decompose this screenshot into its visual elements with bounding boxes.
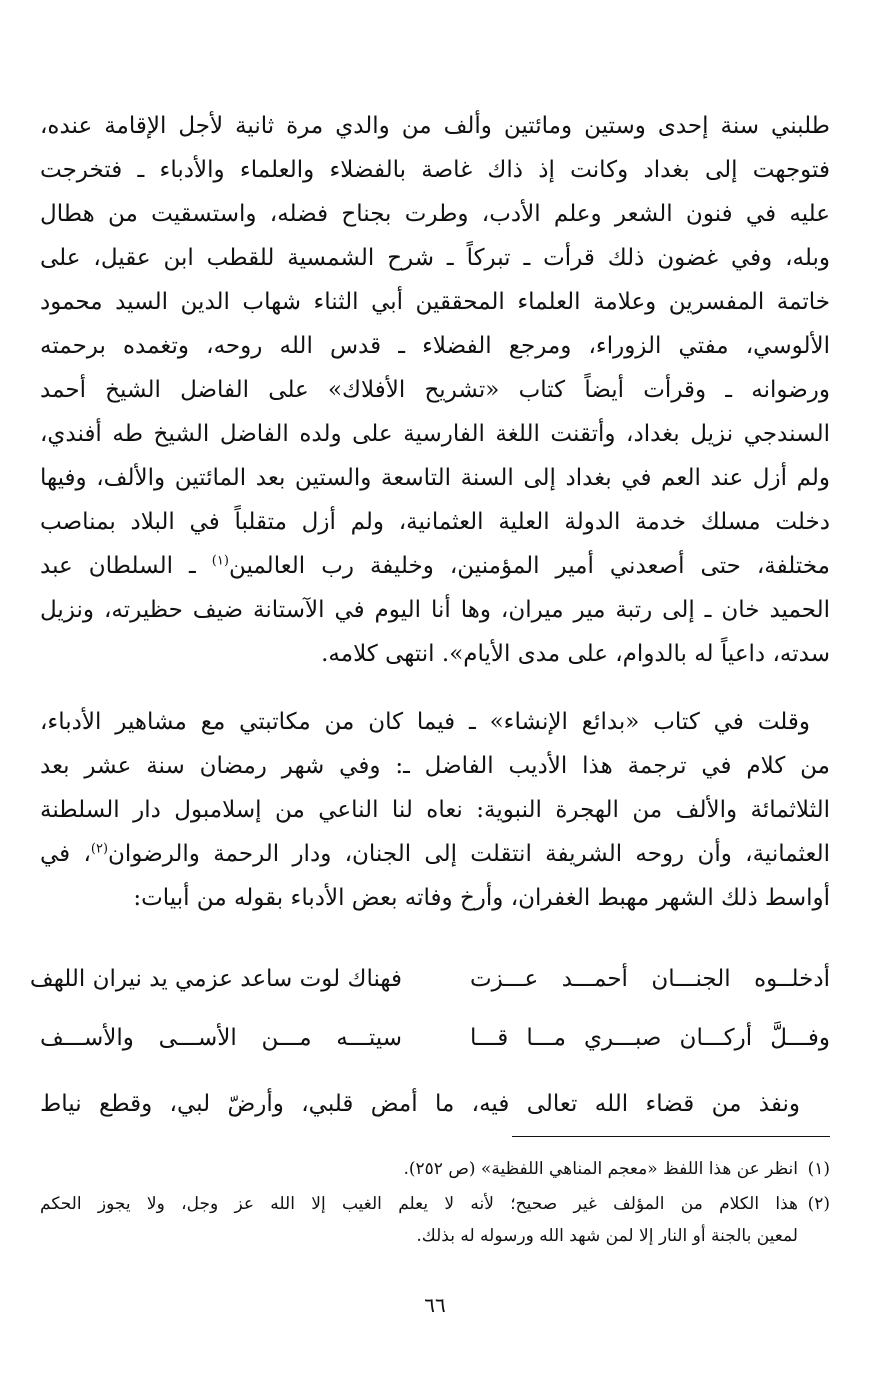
page-number: ٦٦ <box>424 1293 446 1317</box>
verse-second-hemistich: فهناك لوت ساعد عزمي يد نيران اللهف <box>29 966 402 992</box>
text-line: سدته، داعياً له بالدوام، على مدى الأيام». انتهى كلامه. <box>321 641 830 667</box>
text-line: خاتمة المفسرين وعلامة العلماء المحققين أبي الثناء شهاب الدين السيد محمود <box>40 289 830 315</box>
verse <box>40 1016 830 1060</box>
text-line: الثلاثمائة والألف من الهجرة النبوية: نعاه لنا الناعي من إسلامبول دار السلطنة <box>40 797 830 823</box>
verse <box>29 957 830 1001</box>
text-line: وقلت في كتاب «بدائع الإنشاء» ـ فيما كان من مكاتبتي مع مشاهير الأدباء، <box>40 709 810 735</box>
footnote-1 <box>40 1154 830 1184</box>
text-line: وبله، وفي غضون ذلك قرأت ـ تبركاً ـ شرح الشمسية للقطب ابن عقيل، على <box>40 245 830 271</box>
text-line: طلبني سنة إحدى وستين ومائتين وألف من والدي مرة ثانية لأجل الإقامة عنده، <box>40 113 830 139</box>
text-line: فتوجهت إلى بغداد وكانت إذ ذاك غاصة بالفضلاء والعلماء والأدباء ـ فتخرجت <box>40 157 830 183</box>
verse-second-hemistich: سيتـــه مـــن الأســـى والأســـف <box>40 1025 402 1051</box>
footnote-2 <box>40 1189 830 1219</box>
footnote-text: هذا الكلام من المؤلف غير صحيح؛ لأنه لا يعلم الغيب إلا الله عز وجل، ولا يجوز الحكم <box>40 1194 798 1214</box>
verse-first-hemistich: وفـــلَّ أركـــان صبـــري مـــا قـــا <box>470 1025 830 1051</box>
text-segment: ـ السلطان عبد <box>40 553 212 579</box>
book-page <box>29 0 830 1384</box>
text-line: الحميد خان ـ إلى رتبة مير ميران، وها أنا اليوم في الآستانة ضيف حظيرته، ونزيل <box>40 597 830 623</box>
footnote-text: انظر عن هذا اللفظ «معجم المناهي اللفظية» (ص ٢٥٢). <box>403 1159 798 1179</box>
text-line: عليه في فنون الشعر وعلم الأدب، وطرت بجناح فضله، واستسقيت من هطال <box>40 201 830 227</box>
text-line: الألوسي، مفتي الزوراء، ومرجع الفضلاء ـ قدس الله روحه، وتغمده برحمته <box>40 333 830 359</box>
text-line: دخلت مسلك خدمة الدولة العلية العثمانية، ولم أزل متقلباً في البلاد بمناصب <box>40 509 830 535</box>
text-segment: ، في <box>40 841 91 867</box>
footnote-number: (١) <box>807 1159 830 1179</box>
text-line: ورضوانه ـ وقرأت أيضاً كتاب «تشريح الأفلاك» على الفاضل الشيخ أحمد <box>40 377 830 403</box>
text-segment: العثمانية، وأن روحه الشريفة انتقلت إلى الجنان، ودار الرحمة والرضوان <box>108 841 830 867</box>
text-line: من كلام في ترجمة هذا الأديب الفاضل ـ: وفي شهر رمضان سنة عشر بعد <box>40 753 830 779</box>
verse-first-hemistich: أدخلــوه الجنـــان أحمـــد عـــزت <box>470 966 830 992</box>
text-line: أواسط ذلك الشهر مهبط الغفران، وأرخ وفاته بعض الأدباء بقوله من أبيات: <box>133 885 830 911</box>
paragraph-3: ونفذ من قضاء الله تعالى فيه، ما أمض قلبي، وأرضّ لبي، وقطع نياط <box>40 1091 800 1117</box>
text-line <box>40 546 830 586</box>
text-line: ولم أزل عند العم في بغداد إلى السنة التاسعة والستين بعد المائتين والألف، وفيها <box>40 465 830 491</box>
footnote-ref-1[interactable]: (١) <box>211 553 229 569</box>
footnote-divider <box>512 1136 830 1137</box>
footnote-2-continuation: لمعين بالجنة أو النار إلا لمن شهد الله ورسوله له بذلك. <box>416 1226 798 1246</box>
text-line <box>40 834 830 874</box>
footnote-ref-2[interactable]: (٢) <box>90 841 109 857</box>
text-line: السندجي نزيل بغداد، وأتقنت اللغة الفارسية على ولده الفاضل الشيخ طه أفندي، <box>40 421 830 447</box>
text-segment: مختلفة، حتى أصعدني أمير المؤمنين، وخليفة رب العالمين <box>228 553 830 579</box>
footnote-number: (٢) <box>807 1194 830 1214</box>
